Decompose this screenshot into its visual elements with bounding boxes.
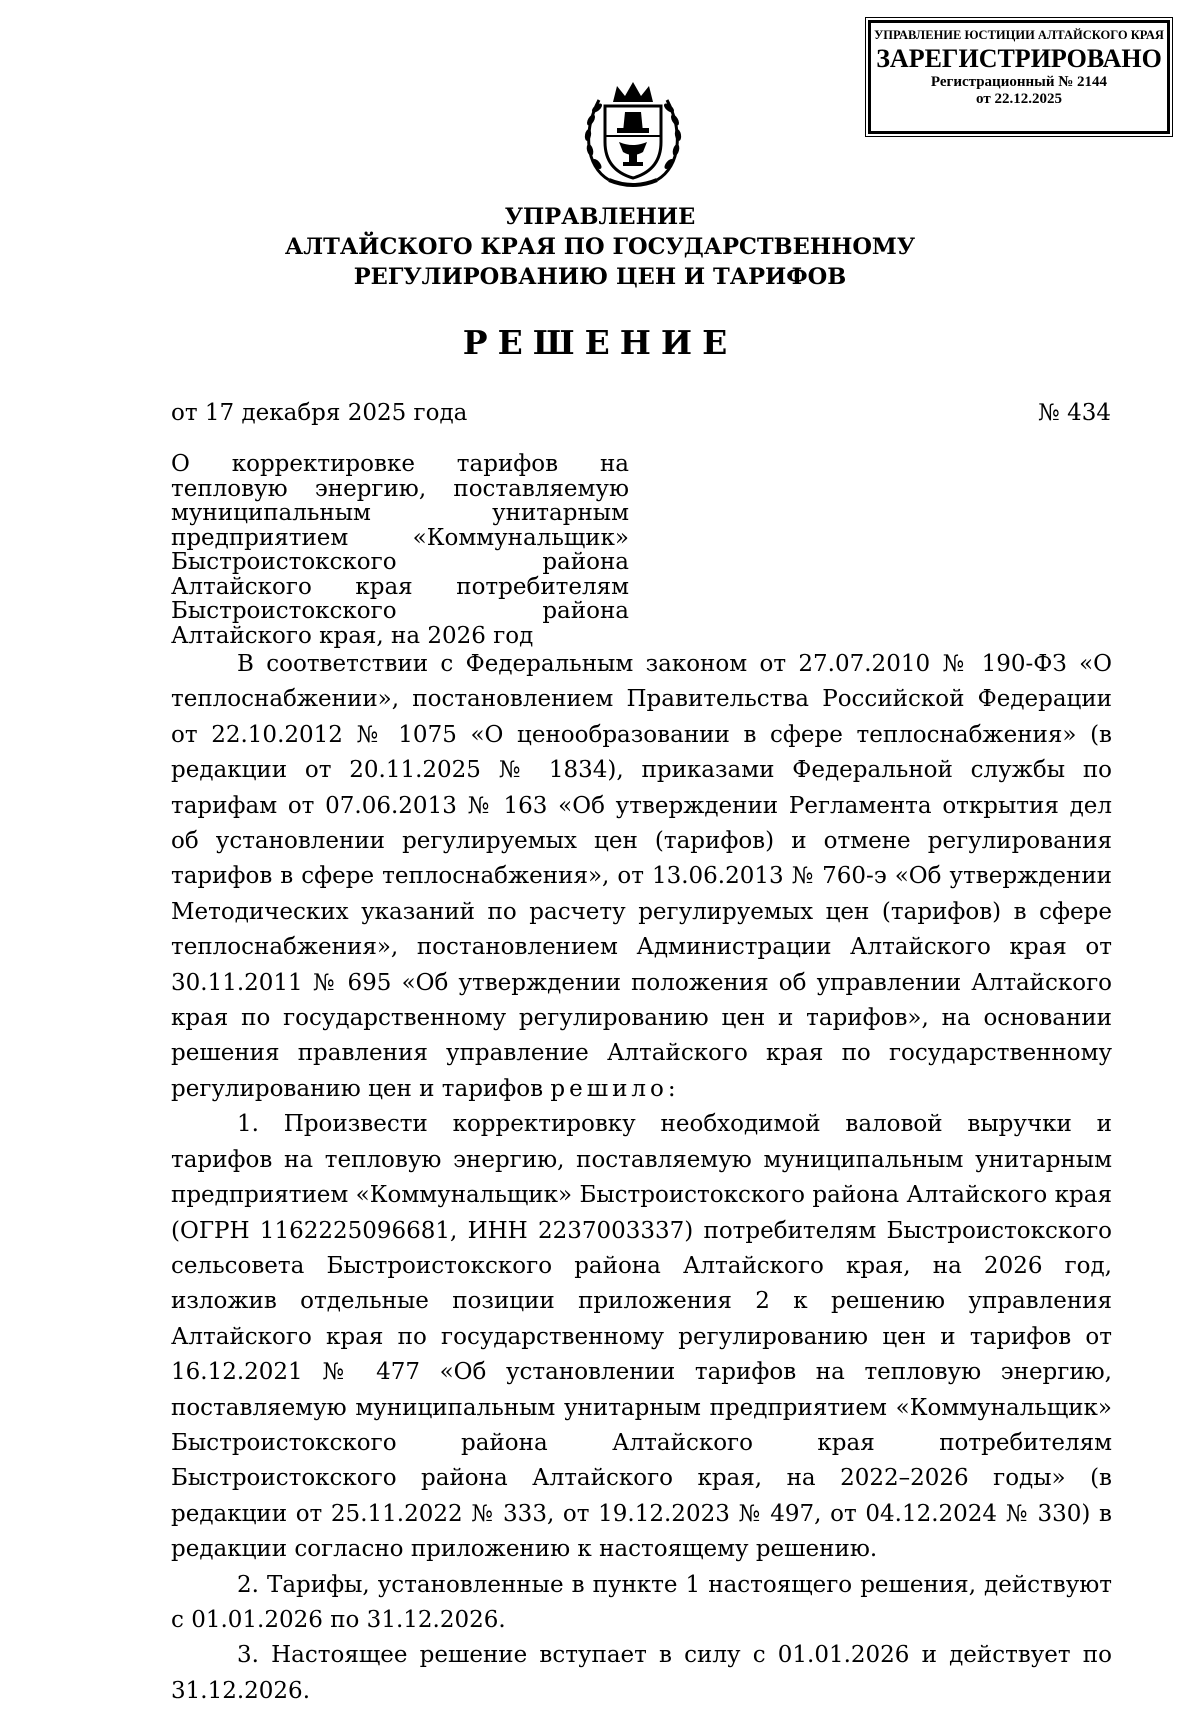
item-paragraph-3: 3. Настоящее решение вступает в силу с 01.01.2026 и действует по 31.12.2026. (171, 1642, 1112, 1704)
altai-krai-coat-of-arms-icon (579, 80, 687, 190)
decision-date: от 17 декабря 2025 года (171, 400, 468, 426)
decided-word: решило: (550, 1075, 680, 1102)
preamble-paragraph (171, 647, 1112, 1107)
stamp-reg-date: от 22.12.2025 (976, 91, 1062, 107)
agency-name (0, 202, 1200, 292)
item-paragraph-1: 1. Произвести корректировку необходимой валовой выручки и тарифов на тепловую энергию, поставляемую муниципальным унитарным предприятием «Коммунальщик» Быстроистокского района Алтайского края (ОГРН 1162225096681, ИНН 2237003337) потребителям Быстроистокского сельсовета Быстроистокского района Алтайского края, на 2026 год, изложив отдельные позиции приложения 2 к решению управления Алтайского края по государственному регулированию цен и тарифов от 16.12.2021 № 477 «Об установлении тарифов на тепловую энергию, поставляемую муниципальным унитарным предприятием «Коммунальщик» Быстроистокского района Алтайского края потребителям Быстроистокского района Алтайского края, на 2022–2026 годы» (в редакции от 25.11.2022 № 333, от 19.12.2023 № 497, от 04.12.2024 № 330) в редакции согласно приложению к настоящему решению. (171, 1111, 1112, 1563)
stamp-status: ЗАРЕГИСТРИРОВАНО (876, 44, 1162, 73)
item-paragraph-2: 2. Тарифы, установленные в пункте 1 настоящего решения, действуют с 01.01.2026 по 31.12.2026. (171, 1571, 1112, 1633)
agency-line-2: АЛТАЙСКОГО КРАЯ ПО ГОСУДАРСТВЕННОМУ (284, 234, 916, 260)
stamp-org: УПРАВЛЕНИЕ ЮСТИЦИИ АЛТАЙСКОГО КРАЯ (874, 28, 1164, 42)
agency-line-3: РЕГУЛИРОВАНИЮ ЦЕН И ТАРИФОВ (353, 264, 847, 290)
decision-number: № 434 (1038, 400, 1111, 426)
stamp-reg-number: Регистрационный № 2144 (930, 74, 1108, 90)
agency-line-1: УПРАВЛЕНИЕ (504, 204, 696, 230)
preamble-text: В соответствии с Федеральным законом от 27.07.2010 № 190-ФЗ «О теплоснабжении», постановлением Правительства Российской Федерации от 22.10.2012 № 1075 «О ценообразовании в сфере теплоснабжения» (в редакции от 20.11.2025 № 1834), приказами Федеральной службы по тарифам от 07.06.2013 № 163 «Об утверждении Регламента открытия дел об установлении регулируемых цен (тарифов) и отмене регулирования тарифов в сфере теплоснабжения», от 13.06.2013 № 760-э «Об утверждении Методических указаний по расчету регулируемых цен (тарифов) в сфере теплоснабжения», постановлением Администрации Алтайского края от 30.11.2011 № 695 «Об утверждении положения об управлении Алтайского края по государственному регулированию цен и тарифов», на основании решения правления управление Алтайского края по государственному регулированию цен и тарифов (171, 651, 1112, 1102)
registration-stamp (868, 20, 1170, 134)
decision-subject: О корректировке тарифов на тепловую энергию, поставляемую муниципальным унитарным предприятием «Коммунальщик» Быстроистокского района Алтайского края потребителям Быстроистокского района Алтайского края, на 2026 год (171, 451, 629, 649)
decision-body (171, 647, 1112, 1709)
document-type: РЕШЕНИЕ (462, 323, 738, 362)
